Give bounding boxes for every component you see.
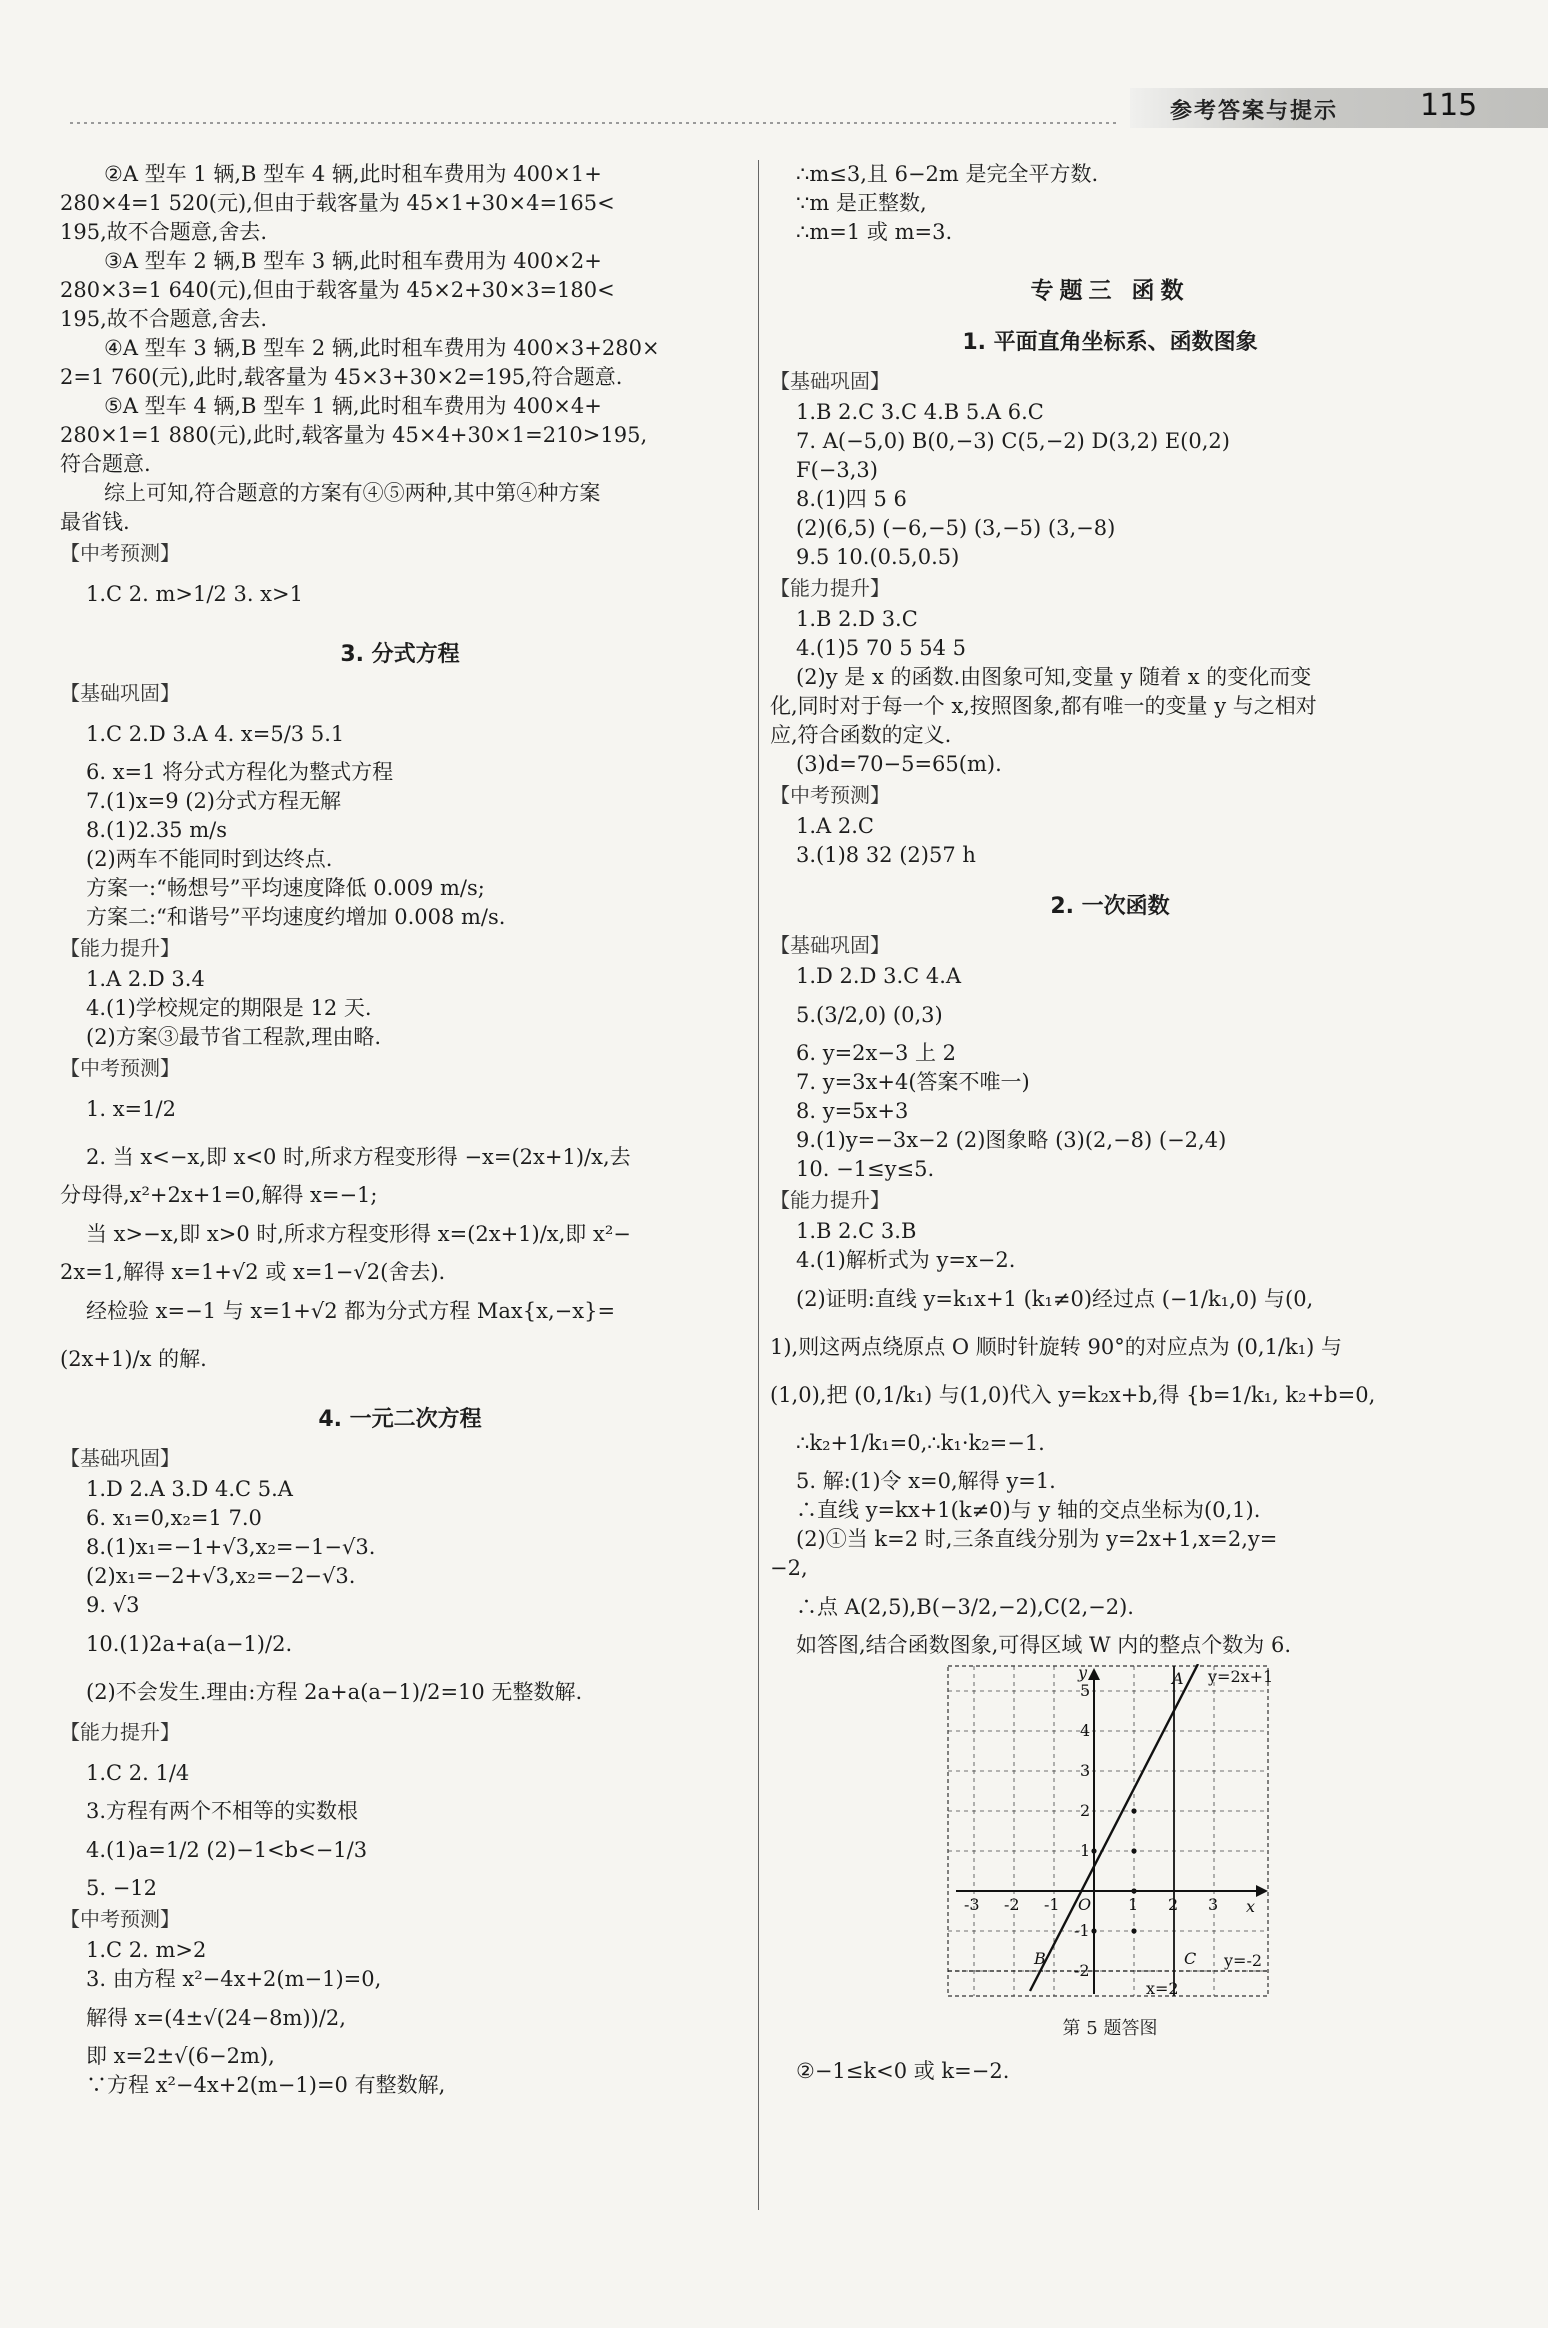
y-tick-label: -2	[1074, 1961, 1090, 1980]
section-heading: 3. 分式方程	[340, 642, 460, 667]
point-c-label: C	[1184, 1949, 1197, 1968]
header-rule	[70, 122, 1120, 124]
line-y-2x-plus-1	[1030, 1664, 1198, 1991]
answer-line: 经检验 x=−1 与 x=1+√2 都为分式方程 Max{x,−x}=	[86, 1299, 616, 1323]
answer-line: 方案二:“和谐号”平均速度约增加 0.008 m/s.	[86, 905, 506, 929]
text-line: ③A 型车 2 辆,B 型车 3 辆,此时租车费用为 400×2+	[104, 249, 602, 273]
graph-frame	[948, 1666, 1268, 1996]
answer-line: ②−1≤k<0 或 k=−2.	[796, 2059, 1010, 2083]
section-tag: 【能力提升】	[60, 1720, 180, 1744]
answer-line: 2x=1,解得 x=1+√2 或 x=1−√2(舍去).	[60, 1260, 446, 1284]
section-heading: 2. 一次函数	[1050, 894, 1170, 919]
vline-label: x=2	[1146, 1979, 1179, 1998]
answer-line: ∵m 是正整数,	[796, 191, 927, 215]
answer-line: ∴m≤3,且 6−2m 是完全平方数.	[796, 162, 1099, 186]
answer-line: (2)(6,5) (−6,−5) (3,−5) (3,−8)	[796, 516, 1116, 540]
answer-line: 如答图,结合函数图象,可得区域 W 内的整点个数为 6.	[796, 1633, 1291, 1657]
right-column	[770, 160, 1450, 2086]
answer-line: 8. y=5x+3	[796, 1099, 909, 1123]
answer-line: 1.C 2.D 3.A 4. x=5/3 5.1	[86, 722, 345, 746]
answer-line: 1.B 2.C 3.B	[796, 1219, 917, 1243]
answer-line: 解得 x=(4±√(24−8m))/2,	[86, 2006, 346, 2030]
answer-line: 9. √3	[86, 1593, 140, 1617]
answer-line: F(−3,3)	[796, 458, 878, 482]
answer-line: ∴点 A(2,5),B(−3/2,−2),C(2,−2).	[796, 1595, 1134, 1619]
point-b-label: B	[1034, 1949, 1046, 1968]
answer-line: 5. 解:(1)令 x=0,解得 y=1.	[796, 1469, 1056, 1493]
answer-line: −2,	[770, 1556, 808, 1580]
point-a-label: A	[1172, 1669, 1184, 1688]
section-tag: 【中考预测】	[60, 541, 180, 565]
answer-line: 8.(1)2.35 m/s	[86, 818, 227, 842]
y-tick-label: 1	[1080, 1841, 1091, 1860]
answer-line: 化,同时对于每一个 x,按照图象,都有唯一的变量 y 与之相对	[770, 694, 1317, 718]
x-tick-label: -2	[1004, 1895, 1020, 1914]
answer-line: 7. A(−5,0) B(0,−3) C(5,−2) D(3,2) E(0,2)	[796, 429, 1230, 453]
x-tick-label: -1	[1044, 1895, 1060, 1914]
graph-svg	[946, 1664, 1276, 2004]
answer-line: 8.(1)四 5 6	[796, 487, 907, 511]
hline-label: y=-2	[1224, 1951, 1263, 1970]
answer-line: ∴直线 y=kx+1(k≠0)与 y 轴的交点坐标为(0,1).	[796, 1498, 1261, 1522]
text-line: 综上可知,符合题意的方案有④⑤两种,其中第④种方案	[104, 481, 601, 505]
answer-line: 9.5 10.(0.5,0.5)	[796, 545, 960, 569]
section-tag: 【基础巩固】	[770, 933, 890, 957]
text-line: ④A 型车 3 辆,B 型车 2 辆,此时租车费用为 400×3+280×	[104, 336, 660, 360]
text-line: ②A 型车 1 辆,B 型车 4 辆,此时租车费用为 400×1+	[104, 162, 602, 186]
y-tick-label: 2	[1080, 1801, 1091, 1820]
text-line: 280×1=1 880(元),此时,载客量为 45×4+30×1=210>195,	[60, 423, 648, 447]
text-line: 2=1 760(元),此时,载客量为 45×3+30×2=195,符合题意.	[60, 365, 623, 389]
column-divider	[758, 160, 759, 2210]
x-axis-arrow-icon	[1256, 1885, 1268, 1897]
answer-line: 3. 由方程 x²−4x+2(m−1)=0,	[86, 1967, 382, 1991]
figure-caption: 第 5 题答图	[1062, 2018, 1158, 2039]
answer-line: 应,符合函数的定义.	[770, 723, 952, 747]
x-tick-label: 3	[1208, 1895, 1219, 1914]
answer-line: 当 x>−x,即 x>0 时,所求方程变形得 x=(2x+1)/x,即 x²−	[86, 1222, 631, 1246]
answer-line: (2)两车不能同时到达终点.	[86, 847, 333, 871]
topic-heading: 专题三 函数	[1030, 278, 1190, 304]
left-column	[60, 160, 740, 2100]
answer-line: 1.A 2.D 3.4	[86, 967, 205, 991]
answer-line: 6. x=1 将分式方程化为整式方程	[86, 760, 394, 784]
line-label: y=2x+1	[1208, 1667, 1274, 1686]
answer-line: (2)y 是 x 的函数.由图象可知,变量 y 随着 x 的变化而变	[796, 665, 1312, 689]
section-tag: 【能力提升】	[770, 1188, 890, 1212]
y-tick-label: 5	[1080, 1681, 1091, 1700]
answer-line: (2x+1)/x 的解.	[60, 1347, 207, 1371]
answer-line: 1.A 2.C	[796, 814, 874, 838]
answer-line: 8.(1)x₁=−1+√3,x₂=−1−√3.	[86, 1535, 376, 1559]
answer-line: 6. y=2x−3 上 2	[796, 1041, 957, 1065]
answer-line: 5. −12	[86, 1876, 158, 1900]
answer-line: 5.(3/2,0) (0,3)	[796, 1003, 943, 1027]
answer-line: 1.C 2. m>2	[86, 1938, 207, 1962]
section-heading: 4. 一元二次方程	[318, 1407, 482, 1432]
x-axis-label: x	[1246, 1897, 1256, 1916]
answer-line: ∴k₂+1/k₁=0,∴k₁·k₂=−1.	[796, 1431, 1045, 1455]
text-line: 195,故不合题意,舍去.	[60, 220, 268, 244]
section-heading: 1. 平面直角坐标系、函数图象	[962, 330, 1258, 355]
text-line: ⑤A 型车 4 辆,B 型车 1 辆,此时租车费用为 400×4+	[104, 394, 602, 418]
y-tick-label: 3	[1080, 1761, 1091, 1780]
answer-line: 10.(1)2a+a(a−1)/2.	[86, 1632, 293, 1656]
answer-line: 4.(1)解析式为 y=x−2.	[796, 1248, 1016, 1272]
answer-line: 方案一:“畅想号”平均速度降低 0.009 m/s;	[86, 876, 485, 900]
grid-lines	[948, 1666, 1268, 1996]
answer-line: (2)①当 k=2 时,三条直线分别为 y=2x+1,x=2,y=	[796, 1527, 1278, 1551]
x-tick-label: 2	[1168, 1895, 1179, 1914]
answer-line: 3.方程有两个不相等的实数根	[86, 1799, 359, 1823]
function-graph	[946, 1664, 1276, 2004]
text-line: 195,故不合题意,舍去.	[60, 307, 268, 331]
section-tag: 【基础巩固】	[60, 1446, 180, 1470]
answer-line: ∴m=1 或 m=3.	[796, 220, 953, 244]
answer-line: 7.(1)x=9 (2)分式方程无解	[86, 789, 342, 813]
y-axis-label: y	[1078, 1664, 1088, 1682]
answer-line: 1),则这两点绕原点 O 顺时针旋转 90°的对应点为 (0,1/k₁) 与	[770, 1335, 1343, 1359]
answer-line: 6. x₁=0,x₂=1 7.0	[86, 1506, 262, 1530]
x-tick-label: 1	[1128, 1895, 1139, 1914]
text-line: 符合题意.	[60, 452, 151, 476]
answer-line: 1. x=1/2	[86, 1097, 176, 1121]
answer-line: 3.(1)8 32 (2)57 h	[796, 843, 976, 867]
answer-line: 7. y=3x+4(答案不唯一)	[796, 1070, 1030, 1094]
text-line: 280×3=1 640(元),但由于载客量为 45×2+30×3=180<	[60, 278, 615, 302]
text-line: 最省钱.	[60, 510, 130, 534]
y-tick-label: 4	[1080, 1721, 1091, 1740]
header-title: 参考答案与提示	[1170, 99, 1339, 124]
answer-line: 1.C 2. 1/4	[86, 1761, 190, 1785]
answer-line: 4.(1)5 70 5 54 5	[796, 636, 967, 660]
answer-line: (3)d=70−5=65(m).	[796, 752, 1002, 776]
answer-line: 4.(1)a=1/2 (2)−1<b<−1/3	[86, 1838, 368, 1862]
section-tag: 【基础巩固】	[60, 681, 180, 705]
answer-line: 9.(1)y=−3x−2 (2)图象略 (3)(2,−8) (−2,4)	[796, 1128, 1227, 1152]
section-tag: 【中考预测】	[60, 1056, 180, 1080]
page-number: 115	[1420, 88, 1478, 123]
answer-line: (2)x₁=−2+√3,x₂=−2−√3.	[86, 1564, 356, 1588]
answer-line: 10. −1≤y≤5.	[796, 1157, 935, 1181]
origin-label: O	[1078, 1895, 1092, 1914]
section-tag: 【能力提升】	[770, 576, 890, 600]
answer-line: (2)证明:直线 y=k₁x+1 (k₁≠0)经过点 (−1/k₁,0) 与(0,	[796, 1287, 1314, 1311]
answer-line: (2)不会发生.理由:方程 2a+a(a−1)/2=10 无整数解.	[86, 1680, 583, 1704]
answer-line: 1.C 2. m>1/2 3. x>1	[86, 582, 303, 606]
section-tag: 【能力提升】	[60, 936, 180, 960]
section-tag: 【中考预测】	[60, 1907, 180, 1931]
section-tag: 【基础巩固】	[770, 369, 890, 393]
answer-line: 分母得,x²+2x+1=0,解得 x=−1;	[60, 1183, 378, 1207]
y-axis-arrow-icon	[1088, 1668, 1100, 1680]
text-line: 280×4=1 520(元),但由于载客量为 45×1+30×4=165<	[60, 191, 615, 215]
page-header	[0, 88, 1548, 130]
y-tick-label: -1	[1074, 1921, 1090, 1940]
answer-line: (2)方案③最节省工程款,理由略.	[86, 1025, 382, 1049]
answer-line: 1.B 2.C 3.C 4.B 5.A 6.C	[796, 400, 1044, 424]
answer-line: 2. 当 x<−x,即 x<0 时,所求方程变形得 −x=(2x+1)/x,去	[86, 1145, 631, 1169]
answer-line: 1.D 2.D 3.C 4.A	[796, 964, 962, 988]
answer-line: 4.(1)学校规定的期限是 12 天.	[86, 996, 372, 1020]
answer-line: 即 x=2±√(6−2m),	[86, 2044, 275, 2068]
section-tag: 【中考预测】	[770, 783, 890, 807]
x-tick-label: -3	[964, 1895, 980, 1914]
answer-line: 1.D 2.A 3.D 4.C 5.A	[86, 1477, 293, 1501]
answer-line: (1,0),把 (0,1/k₁) 与(1,0)代入 y=k₂x+b,得 {b=1/k₁, k₂+b=0,	[770, 1383, 1376, 1407]
answer-line: ∵方程 x²−4x+2(m−1)=0 有整数解,	[86, 2073, 446, 2097]
answer-line: 1.B 2.D 3.C	[796, 607, 918, 631]
